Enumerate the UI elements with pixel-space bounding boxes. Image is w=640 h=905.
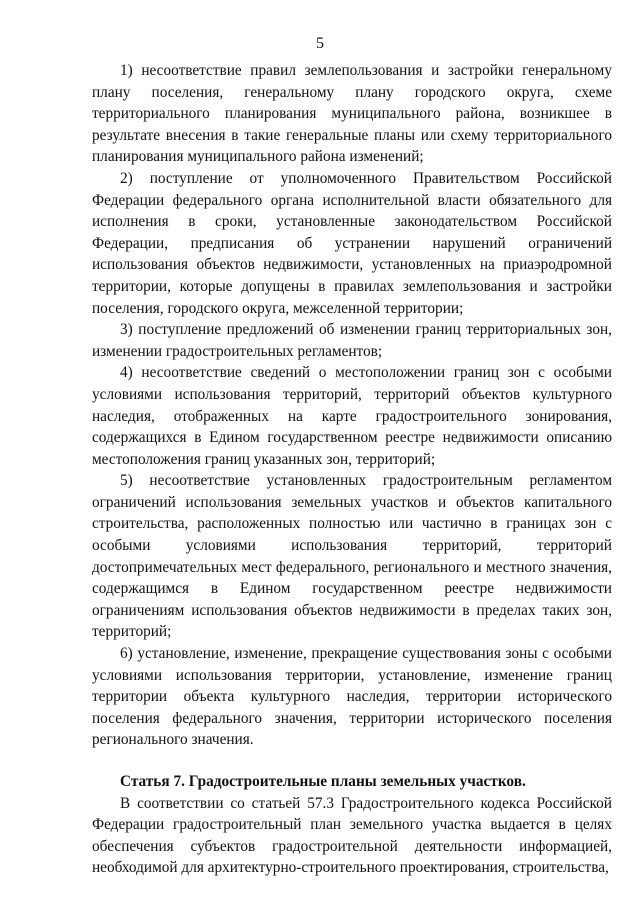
document-body	[92, 60, 612, 879]
article-paragraph: В соответствии со статьей 57.3 Градостроительного кодекса Российской Федерации градостроительный план земельного участка выдается в целях обеспечения субъектов градостроительной деятельности информацией, необходимой для архитектурно-строительного проектирования, строительства,	[92, 794, 612, 877]
section-spacer	[92, 751, 612, 771]
page-number: 5	[316, 35, 324, 52]
paragraph-item-6: 6) установление, изменение, прекращение существования зоны с особыми условиями использования территории, установление, изменение границ территории объекта культурного наследия, территории исторического поселения федерального значения, территории исторического поселения регионального значения.	[92, 645, 612, 749]
article-heading: Статья 7. Градостроительные планы земельных участков.	[120, 773, 526, 790]
paragraph-item-2: 2) поступление от уполномоченного Правительством Российской Федерации федерального органа исполнительной власти обязательного для исполнения в сроки, установленные законодательством Российской Федерации, предписания об устранении нарушений ограничений использования объектов недвижимости, установленных на приаэродромной территории, которые допущены в правилах землепользования и застройки поселения, городского округа, межселенной территории;	[92, 169, 612, 317]
paragraph-item-5: 5) несоответствие установленных градостроительным регламентом ограничений использования земельных участков и объектов капитального строительства, расположенных полностью или частично в границах зон с особыми условиями использования территорий, территорий достопримечательных мест федерального, регионального и местного значения, содержащимся в Едином государственном реестре недвижимости ограничениям использования объектов недвижимости в пределах таких зон, территорий;	[92, 472, 612, 641]
paragraph-item-1: 1) несоответствие правил землепользования и застройки генеральному плану поселения, генеральному плану городского округа, схеме территориального планирования муниципального района, возникшее в результате внесения в такие генеральные планы или схему территориального планирования муниципального района изменений;	[92, 62, 612, 166]
paragraph-item-4: 4) несоответствие сведений о местоположении границ зон с особыми условиями использования территорий, территорий объектов культурного наследия, отображенных на карте градостроительного зонирования, содержащихся в Едином государственном реестре недвижимости описанию местоположения границ указанных зон, территорий;	[92, 364, 612, 468]
paragraph-item-3: 3) поступление предложений об изменении границ территориальных зон, изменении градостроительных регламентов;	[92, 321, 612, 360]
